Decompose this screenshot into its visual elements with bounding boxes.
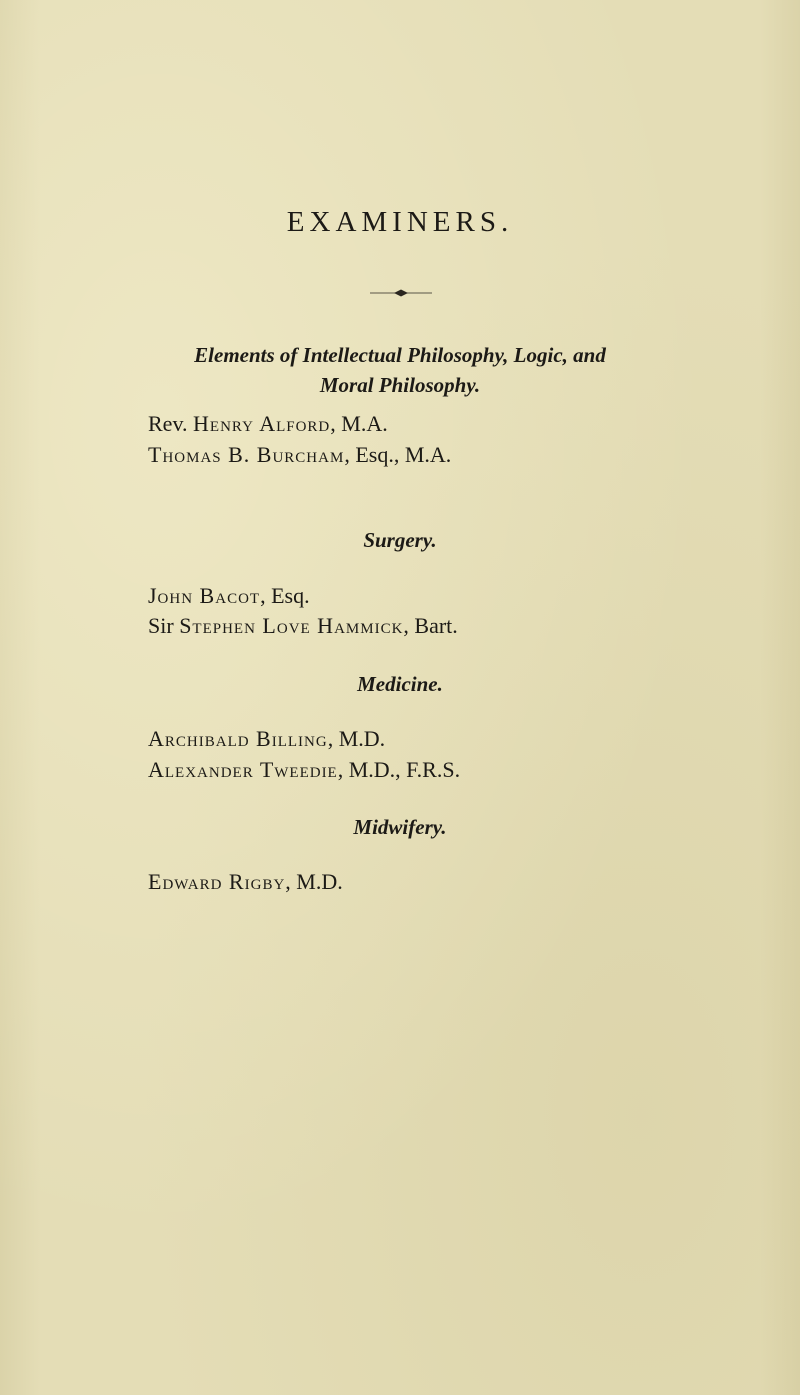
examiner-suffix: , M.A. xyxy=(330,411,388,436)
examiner-suffix: , M.D., F.R.S. xyxy=(337,757,461,782)
examiner-entry xyxy=(148,583,310,609)
examiner-prefix: Rev. xyxy=(148,411,194,436)
examiner-name: John Bacot xyxy=(148,583,261,608)
examiner-entry xyxy=(148,726,385,752)
section-heading-midwifery: Midwifery. xyxy=(353,815,447,839)
examiner-prefix: Sir xyxy=(148,613,180,638)
examiner-entry xyxy=(148,442,451,468)
examiner-entry xyxy=(148,757,460,783)
examiner-entry xyxy=(148,613,458,639)
section-heading-philosophy xyxy=(0,340,800,400)
examiner-name: Edward Rigby xyxy=(148,869,286,894)
section-heading-surgery: Surgery. xyxy=(363,528,437,552)
ornament-divider-icon xyxy=(370,288,432,298)
examiner-suffix: , Esq. xyxy=(260,583,310,608)
examiner-name: Alexander Tweedie xyxy=(148,757,338,782)
examiner-name: Henry Alford xyxy=(193,411,331,436)
examiner-suffix: , M.D. xyxy=(285,869,343,894)
section-heading-medicine: Medicine. xyxy=(357,672,443,696)
examiner-suffix: , Bart. xyxy=(403,613,458,638)
examiner-entry xyxy=(148,869,343,895)
examiner-name: Archibald Billing xyxy=(148,726,328,751)
examiner-suffix: , M.D. xyxy=(327,726,386,751)
examiner-entry xyxy=(148,411,388,437)
page-title: EXAMINERS. xyxy=(286,206,514,238)
examiner-suffix: , Esq., M.A. xyxy=(344,442,452,467)
examiner-name: Thomas B. Burcham xyxy=(148,442,345,467)
section-heading-line: Elements of Intellectual Philosophy, Logic, and xyxy=(194,343,606,367)
examiner-name: Stephen Love Hammick xyxy=(179,613,404,638)
section-heading-line: Moral Philosophy. xyxy=(319,373,481,397)
